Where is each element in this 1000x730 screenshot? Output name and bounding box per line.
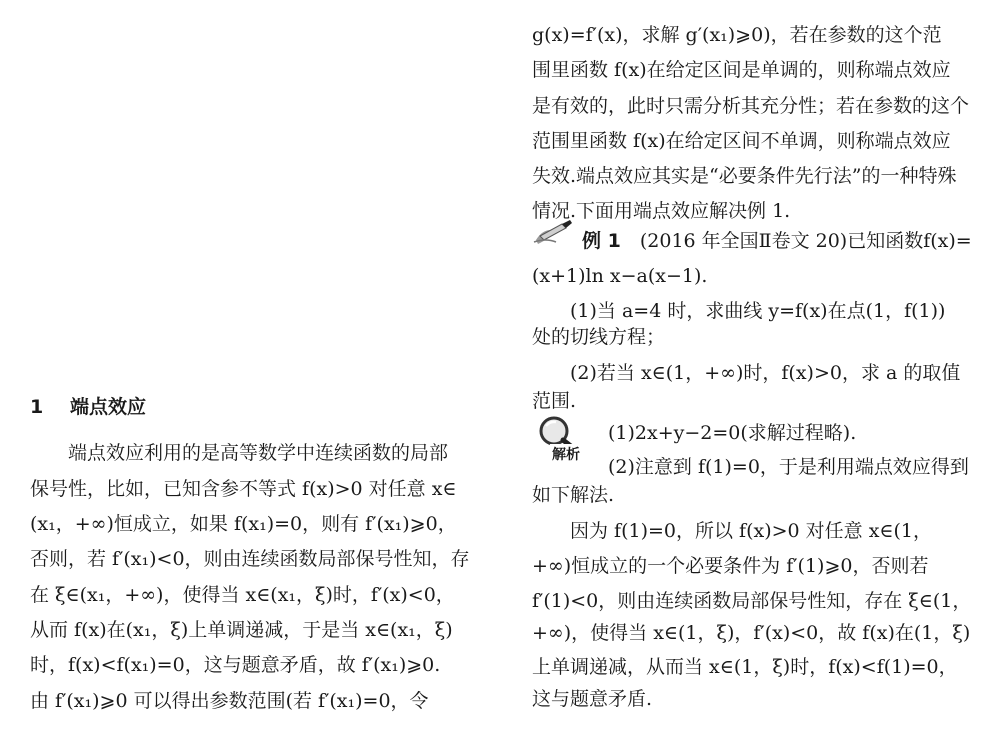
text-line: (1)2x+y−2=0(求解过程略). (608, 422, 857, 444)
analysis-label: 解析 (550, 444, 582, 464)
text-line: 这与题意矛盾. (532, 688, 653, 710)
text-line: 否则，若 f′(x₁)<0，则由连续函数局部保号性知，存 (30, 548, 470, 570)
text-line: (x+1)ln x−a(x−1). (532, 265, 708, 287)
text-line: 围里函数 f(x)在给定区间是单调的，则称端点效应 (532, 59, 951, 81)
text-line: 情况.下面用端点效应解决例 1. (532, 200, 791, 222)
text-line: 从而 f(x)在(x₁，ξ)上单调递减，于是当 x∈(x₁，ξ) (30, 619, 453, 641)
text-line: 时，f(x)<f(x₁)=0，这与题意矛盾，故 f′(x₁)⩾0. (30, 654, 441, 676)
magnifier-icon (532, 414, 596, 466)
text-line: 因为 f(1)=0，所以 f(x)>0 对任意 x∈(1， (532, 520, 932, 542)
text-line: (2)注意到 f(1)=0，于是利用端点效应得到 (608, 456, 969, 478)
example-source: (2016 年全国Ⅱ卷文 20)已知函数f(x)= (639, 230, 972, 252)
text-line: 由 f′(x₁)⩾0 可以得出参数范围(若 f′(x₁)=0，令 (30, 690, 429, 712)
section-number: 1 (30, 396, 44, 418)
text-line: 上单调递减，从而当 x∈(1，ξ)时，f(x)<f(1)=0， (532, 656, 958, 678)
text-line: 范围里函数 f(x)在给定区间不单调，则称端点效应 (532, 130, 951, 152)
example-header (582, 228, 972, 254)
text-line: (x₁，+∞)恒成立，如果 f(x₁)=0，则有 f′(x₁)⩾0， (30, 513, 457, 535)
pen-paper-icon (532, 218, 578, 248)
text-line: 范围. (532, 390, 577, 412)
text-line: g(x)=f′(x)，求解 g′(x₁)⩾0)，若在参数的这个范 (532, 24, 942, 46)
text-line: 端点效应利用的是高等数学中连续函数的局部 (30, 442, 449, 464)
text-line: 在 ξ∈(x₁，+∞)，使得当 x∈(x₁，ξ)时，f′(x)<0， (30, 584, 455, 606)
text-line: +∞)恒成立的一个必要条件为 f′(1)⩾0，否则若 (532, 555, 929, 577)
section-title: 端点效应 (70, 396, 147, 418)
text-line: 如下解法. (532, 484, 615, 506)
text-line: +∞)，使得当 x∈(1，ξ)，f′(x)<0，故 f(x)在(1，ξ) (532, 622, 971, 644)
example-label: 例 1 (582, 230, 621, 252)
section-heading (30, 394, 146, 420)
text-line: (2)若当 x∈(1，+∞)时，f(x)>0，求 a 的取值 (532, 362, 961, 384)
text-line: 失效.端点效应其实是“必要条件先行法”的一种特殊 (532, 165, 957, 187)
text-line: f′(1)<0，则由连续函数局部保号性知，存在 ξ∈(1， (532, 590, 972, 612)
text-line: (1)当 a=4 时，求曲线 y=f(x)在点(1，f(1)) (532, 300, 946, 322)
text-line: 保号性，比如，已知含参不等式 f(x)>0 对任意 x∈ (30, 478, 457, 500)
text-line: 是有效的，此时只需分析其充分性；若在参数的这个 (532, 95, 970, 117)
text-line: 处的切线方程； (532, 326, 666, 348)
